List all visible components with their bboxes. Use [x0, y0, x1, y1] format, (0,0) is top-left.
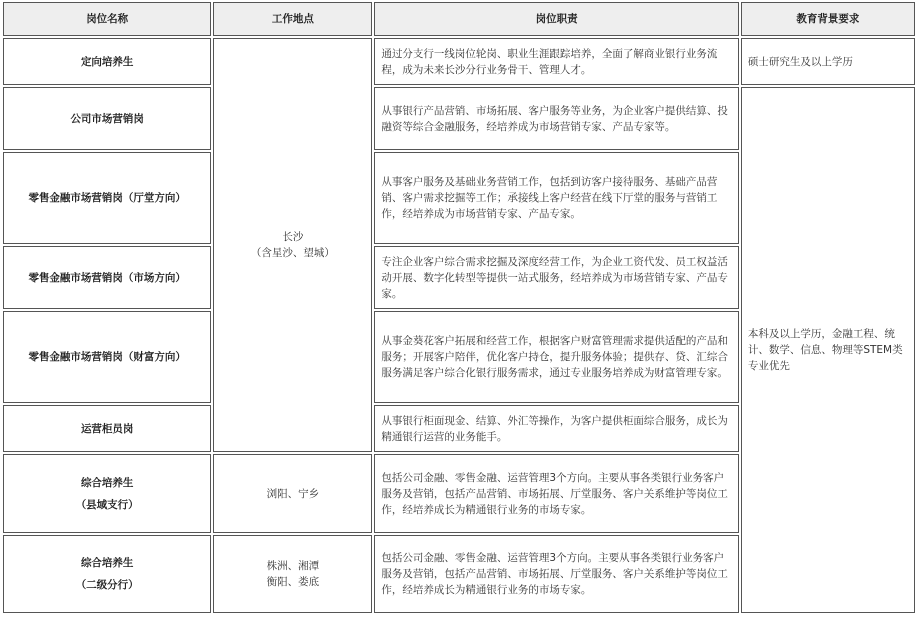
header-education-requirement: 教育背景要求 — [741, 2, 915, 36]
job-duty: 专注企业客户综合需求挖掘及深度经营工作，为企业工资代发、员工权益活动开展、数字化转型等提供一站式服务，经培养成为市场营销专家、产品专家。 — [374, 246, 738, 309]
table-row — [3, 38, 915, 85]
job-duty: 从事客户服务及基础业务营销工作，包括到访客户接待服务、基础产品营销、客户需求挖掘等工作；承接线上客户经营在线下厅堂的服务与营销工作，经培养成为市场营销专家、产品专家。 — [374, 152, 738, 244]
education-requirement: 硕士研究生及以上学历 — [741, 38, 915, 85]
position-name: 运营柜员岗 — [3, 405, 211, 452]
position-name: 零售金融市场营销岗（厅堂方向） — [3, 152, 211, 244]
header-job-duties: 岗位职责 — [374, 2, 738, 36]
job-duty: 通过分支行一线岗位轮岗、职业生涯跟踪培养，全面了解商业银行业务流程，成为未来长沙分行业务骨干、管理人才。 — [374, 38, 738, 85]
work-location: 浏阳、宁乡 — [213, 454, 372, 533]
position-name: 公司市场营销岗 — [3, 87, 211, 150]
shared-location-cell — [213, 38, 372, 452]
location-line: （含星沙、望城） — [250, 247, 335, 259]
job-duty: 从事金葵花客户拓展和经营工作，根据客户财富管理需求提供适配的产品和服务；开展客户陪伴，优化客户持仓，提升服务体验；提供存、贷、汇综合服务满足客户综合化银行服务需求，通过专业服务培养成为财富管理专家。 — [374, 311, 738, 403]
work-location: 株洲、湘潭 衡阳、娄底 — [213, 535, 372, 613]
header-work-location: 工作地点 — [213, 2, 372, 36]
position-name: 综合培养生 （二级分行） — [3, 535, 211, 613]
job-duty: 包括公司金融、零售金融、运营管理3个方向。主要从事各类银行业务客户服务及营销，包括产品营销、市场拓展、厅堂服务、客户关系维护等岗位工作，经培养成长为精通银行业务的市场专家。 — [374, 454, 738, 533]
header-position-name: 岗位名称 — [3, 2, 211, 36]
position-name: 定向培养生 — [3, 38, 211, 85]
shared-education-requirement: 本科及以上学历，金融工程、统计、数学、信息、物理等STEM类专业优先 — [741, 87, 915, 613]
position-name: 零售金融市场营销岗（市场方向） — [3, 246, 211, 309]
table-header-row — [3, 2, 915, 36]
job-duty: 包括公司金融、零售金融、运营管理3个方向。主要从事各类银行业务客户服务及营销，包括产品营销、市场拓展、厅堂服务、客户关系维护等岗位工作，经培养成长为精通银行业务的市场专家。 — [374, 535, 738, 613]
job-table — [1, 0, 917, 615]
table-row — [3, 87, 915, 150]
position-name: 综合培养生 （县域支行） — [3, 454, 211, 533]
job-duty: 从事银行产品营销、市场拓展、客户服务等业务，为企业客户提供结算、投融资等综合金融服务，经培养成为市场营销专家、产品专家等。 — [374, 87, 738, 150]
position-name: 零售金融市场营销岗（财富方向） — [3, 311, 211, 403]
job-duty: 从事银行柜面现金、结算、外汇等操作，为客户提供柜面综合服务，成长为精通银行运营的业务能手。 — [374, 405, 738, 452]
location-line: 长沙 — [282, 231, 304, 243]
